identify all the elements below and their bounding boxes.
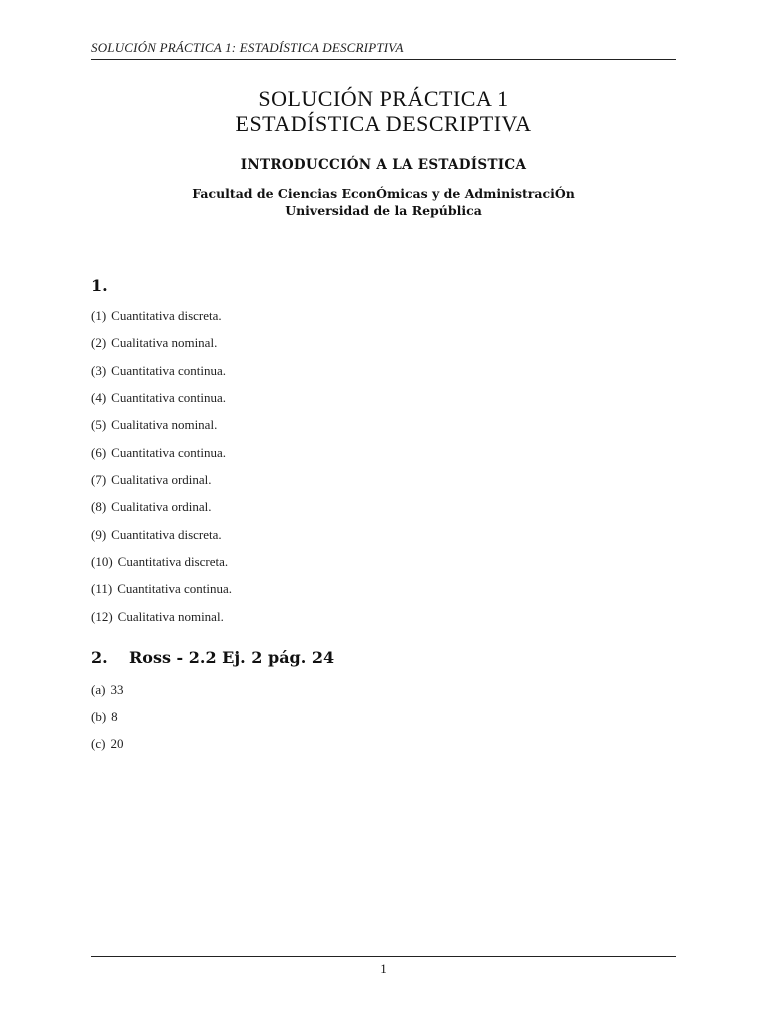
- item-text: Cuantitativa continua.: [111, 445, 226, 460]
- item-label: (1): [91, 308, 107, 323]
- item-label: (9): [91, 527, 107, 542]
- affiliation-faculty: Facultad de Ciencias EconÓmicas y de AdministraciÓn: [192, 186, 575, 201]
- item-label: (3): [91, 363, 107, 378]
- list-item: [91, 417, 217, 433]
- list-item: [91, 709, 118, 725]
- list-item: [91, 609, 224, 625]
- document-title-line-1: SOLUCIÓN PRÁCTICA 1: [258, 86, 509, 111]
- item-label: (6): [91, 445, 107, 460]
- running-header: SOLUCIÓN PRÁCTICA 1: ESTADÍSTICA DESCRIPTIVA: [91, 40, 404, 55]
- affiliation: [91, 185, 676, 219]
- list-item: [91, 554, 228, 570]
- page-number: 1: [380, 961, 387, 976]
- item-text: Cualitativa nominal.: [111, 417, 218, 432]
- item-label: (2): [91, 335, 107, 350]
- section-1-heading: [91, 276, 129, 295]
- affiliation-university: Universidad de la República: [285, 203, 482, 218]
- title-block: [91, 86, 676, 219]
- item-text: 8: [111, 709, 118, 724]
- list-item: [91, 335, 217, 351]
- item-text: Cuantitativa continua.: [117, 581, 232, 596]
- list-item: [91, 390, 226, 406]
- item-text: Cualitativa nominal.: [117, 609, 224, 624]
- item-text: Cualitativa ordinal.: [111, 472, 212, 487]
- list-item: [91, 581, 232, 597]
- document-title-line-2: ESTADÍSTICA DESCRIPTIVA: [235, 111, 532, 136]
- item-label: (7): [91, 472, 107, 487]
- item-label: (12): [91, 609, 113, 624]
- item-text: Cuantitativa discreta.: [111, 527, 222, 542]
- item-label: (10): [91, 554, 113, 569]
- item-text: Cuantitativa continua.: [111, 390, 226, 405]
- item-text: 33: [110, 682, 124, 697]
- document-subtitle: INTRODUCCIÓN A LA ESTADÍSTICA: [240, 157, 527, 173]
- item-label: (b): [91, 709, 107, 724]
- section-2-title: Ross - 2.2 Ej. 2 pág. 24: [129, 648, 335, 667]
- list-item: [91, 499, 212, 515]
- list-item: [91, 308, 222, 324]
- item-text: Cualitativa ordinal.: [111, 499, 212, 514]
- item-text: Cuantitativa continua.: [111, 363, 226, 378]
- list-item: [91, 736, 123, 752]
- list-item: [91, 445, 226, 461]
- list-item: [91, 527, 222, 543]
- section-1-number: 1.: [91, 276, 108, 295]
- list-item: [91, 682, 123, 698]
- section-2-number: 2.: [91, 648, 108, 667]
- item-label: (5): [91, 417, 107, 432]
- section-2-heading: [91, 648, 334, 667]
- item-text: Cuantitativa discreta.: [117, 554, 229, 569]
- item-label: (a): [91, 682, 106, 697]
- list-item: [91, 472, 212, 488]
- footer-rule: [91, 956, 676, 957]
- item-text: Cualitativa nominal.: [111, 335, 218, 350]
- item-text: Cuantitativa discreta.: [111, 308, 222, 323]
- item-label: (4): [91, 390, 107, 405]
- item-text: 20: [110, 736, 124, 751]
- item-label: (c): [91, 736, 106, 751]
- list-item: [91, 363, 226, 379]
- item-label: (11): [91, 581, 113, 596]
- header-rule: [91, 59, 676, 60]
- item-label: (8): [91, 499, 107, 514]
